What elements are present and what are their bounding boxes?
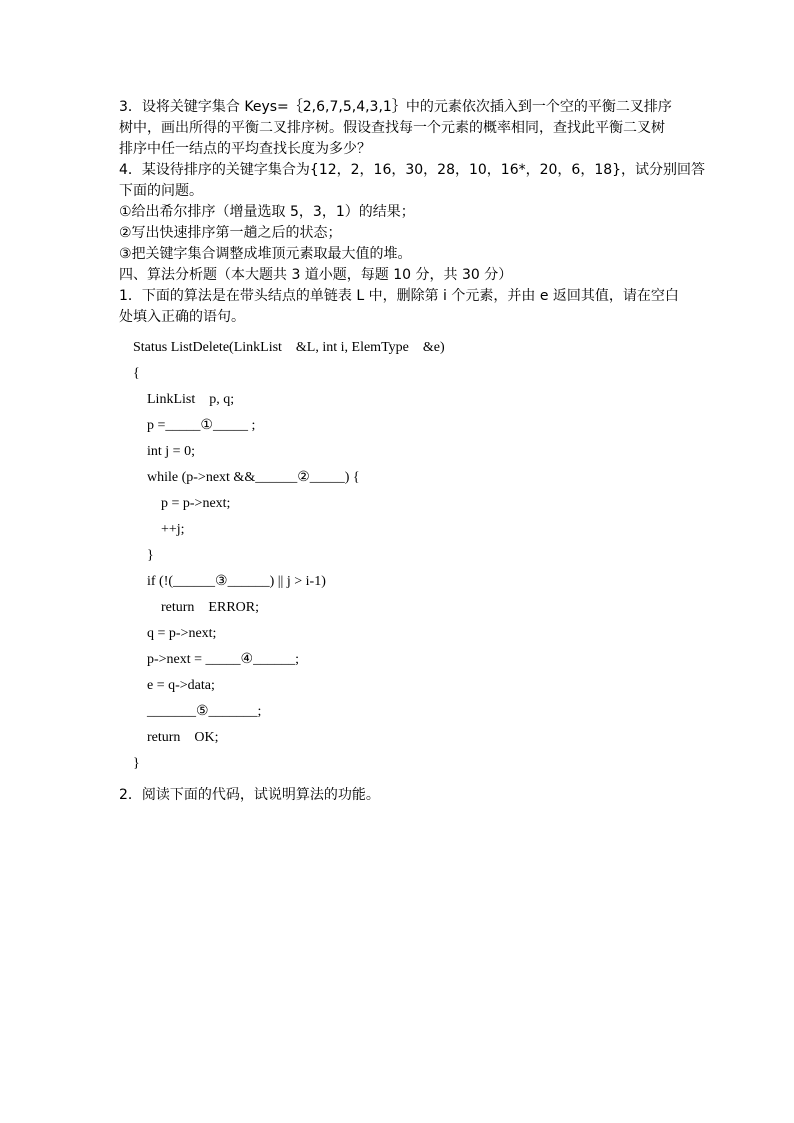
- code-line-return-ok: return OK;: [147, 730, 219, 745]
- section-4-heading: 四、算法分析题（本大题共 3 道小题，每题 10 分，共 30 分）: [119, 267, 513, 283]
- question-4-line-1: 4．某设待排序的关键字集合为{12，2，16，30，28，10，16*，20，6，18}，试分别回答: [119, 162, 706, 178]
- question-4-sub-3: ③把关键字集合调整成堆顶元素取最大值的堆。: [119, 246, 412, 262]
- algorithm-1-line-2: 处填入正确的语句。: [119, 309, 245, 325]
- code-line-if: if (!(______③______) || j > i-1): [147, 574, 326, 589]
- code-line-open-brace: {: [133, 366, 140, 381]
- code-line-assign-e: e = q->data;: [147, 678, 215, 693]
- question-3-line-3: 排序中任一结点的平均查找长度为多少？: [119, 141, 371, 157]
- code-line-assign-q: q = p->next;: [147, 626, 217, 641]
- code-line-relink: p->next = _____④______;: [147, 652, 299, 667]
- code-line-while: while (p->next &&______②_____) {: [147, 470, 360, 485]
- question-3-line-1: 3．设将关键字集合 Keys=｛2,6,7,5,4,3,1｝中的元素依次插入到一个空的平衡二叉排序: [119, 99, 672, 115]
- question-4-sub-2: ②写出快速排序第一趟之后的状态；: [119, 225, 342, 241]
- code-line-close-brace: }: [133, 756, 140, 771]
- code-line-init-j: int j = 0;: [147, 444, 195, 459]
- question-3-line-2: 树中，画出所得的平衡二叉排序树。假设查找每一个元素的概率相同，查找此平衡二叉树: [119, 120, 665, 136]
- code-line-increment-j: ++j;: [161, 522, 185, 537]
- code-line-blank-1: p =_____①_____ ;: [147, 418, 256, 433]
- code-line-advance-p: p = p->next;: [161, 496, 231, 511]
- question-4-line-2: 下面的问题。: [119, 183, 203, 199]
- question-4-sub-1: ①给出希尔排序（增量选取 5，3，1）的结果；: [119, 204, 415, 220]
- algorithm-1-line-1: 1．下面的算法是在带头结点的单链表 L 中，删除第 i 个元素，并由 e 返回其值，请在空白: [119, 288, 679, 304]
- code-line-close-while: }: [147, 548, 154, 563]
- code-line-return-error: return ERROR;: [161, 600, 259, 615]
- algorithm-2-line-1: 2．阅读下面的代码，试说明算法的功能。: [119, 787, 380, 803]
- code-line-declare: LinkList p, q;: [147, 392, 235, 407]
- code-line-blank-5: _______⑤_______;: [147, 704, 262, 719]
- code-line-signature: Status ListDelete(LinkList &L, int i, ElemType &e): [133, 340, 445, 355]
